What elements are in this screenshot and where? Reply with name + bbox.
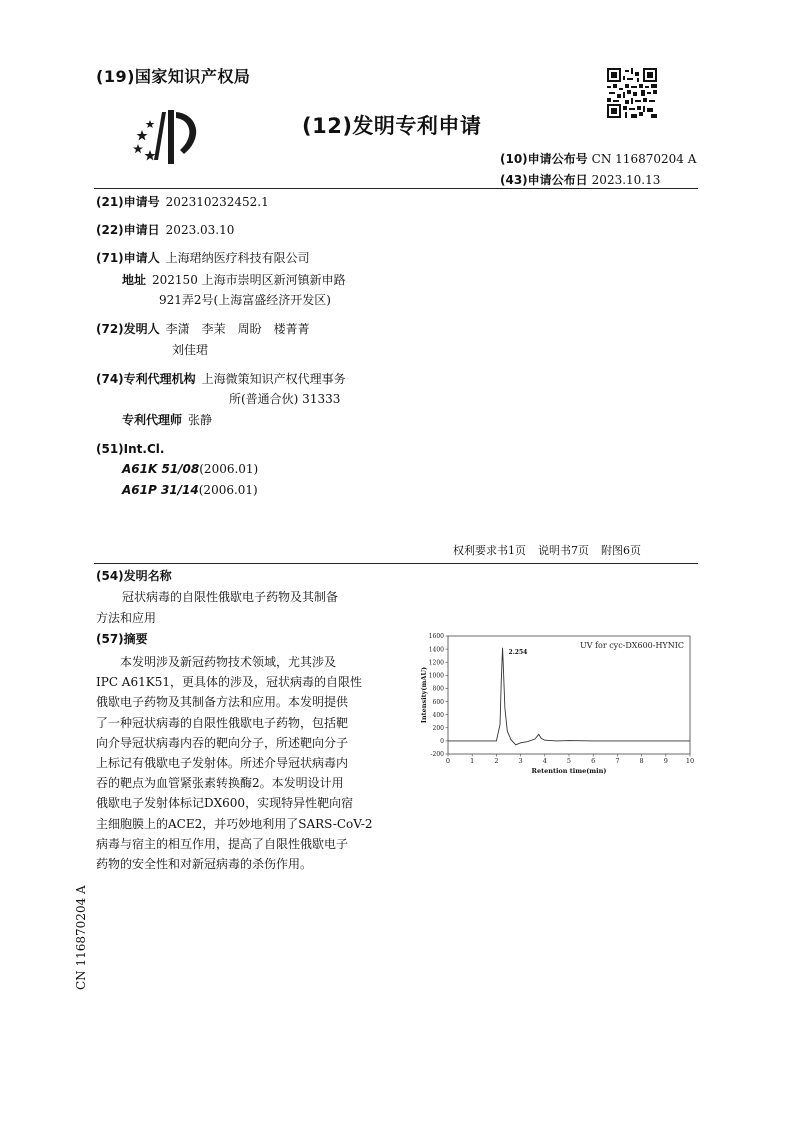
application-number: 202310232452.1 xyxy=(165,195,269,209)
publication-date-label: (43)申请公布日 xyxy=(500,173,588,187)
x-tick-label: 2 xyxy=(494,757,499,765)
address-line-2: 921弄2号(上海富盛经济开发区) xyxy=(159,293,331,307)
inventor-label: (72)发明人 xyxy=(96,322,160,336)
y-tick-label: -200 xyxy=(430,751,444,759)
abstract-line: 俄歇电子发射体标记DX600，实现特异性靶向宿 xyxy=(96,796,354,811)
y-tick-label: 1400 xyxy=(428,646,444,654)
ipc-code: A61P 31/14 xyxy=(122,483,199,497)
chart-title: UV for cyc-DX600-HYNIC xyxy=(579,641,684,650)
address-row xyxy=(122,272,346,288)
page-counts xyxy=(453,542,653,558)
abstract-line: 向介导冠状病毒内吞的靶向分子，所述靶向分子 xyxy=(96,735,349,750)
publication-number-row xyxy=(500,150,696,167)
y-tick-label: 800 xyxy=(432,685,444,693)
abstract-line: 病毒与宿主的相互作用，提高了自限性俄歇电子 xyxy=(96,836,349,851)
invention-title-line-2: 方法和应用 xyxy=(96,611,157,625)
y-tick-label: 200 xyxy=(432,724,444,732)
application-date: 2023.03.10 xyxy=(165,223,235,237)
inventors-line-1: 李潇 李茉 周盼 楼菁菁 xyxy=(165,322,310,336)
x-tick-label: 9 xyxy=(663,757,668,765)
agent: 张静 xyxy=(188,413,213,427)
y-tick-label: 0 xyxy=(440,738,444,746)
peak-label: 2.254 xyxy=(508,648,528,656)
claims-pages: 权利要求书1页 xyxy=(453,544,526,557)
document-type-title: (12)发明专利申请 xyxy=(302,114,482,138)
x-tick-label: 6 xyxy=(591,757,596,765)
address-label: 地址 xyxy=(122,273,147,287)
x-axis-label: Retention time(min) xyxy=(531,767,607,775)
agency-label: (74)专利代理机构 xyxy=(96,372,196,386)
application-date-label: (22)申请日 xyxy=(96,223,160,237)
ipc-year: (2006.01) xyxy=(198,483,258,497)
hplc-chromatogram-chart xyxy=(418,628,704,778)
address-line-1: 202150 上海市崇明区新河镇新申路 xyxy=(152,273,346,287)
agent-label: 专利代理师 xyxy=(122,413,183,427)
abstract-label xyxy=(96,631,148,647)
x-tick-label: 5 xyxy=(566,757,572,765)
applicant: 上海珺纳医疗科技有限公司 xyxy=(165,251,310,265)
inventors-line-2: 刘佳珺 xyxy=(172,343,209,357)
ipc-code: A61K 51/08 xyxy=(122,462,200,476)
publication-date-row xyxy=(500,171,660,188)
application-number-row xyxy=(96,194,269,210)
y-tick-label: 1000 xyxy=(428,672,444,680)
y-tick-label: 600 xyxy=(432,698,444,706)
abstract-line: 本发明涉及新冠药物技术领域，尤其涉及 xyxy=(96,655,337,669)
publication-number-label: (10)申请公布号 xyxy=(500,152,588,166)
x-tick-label: 3 xyxy=(518,757,523,765)
side-publication-number: CN 116870204 A xyxy=(74,885,88,990)
x-tick-label: 10 xyxy=(685,757,695,765)
ipc-year: (2006.01) xyxy=(199,462,259,476)
abstract-divider xyxy=(94,563,698,564)
application-date-row xyxy=(96,222,234,238)
abstract-line: 吞的靶点为血管紧张素转换酶2。本发明设计用 xyxy=(96,776,344,791)
publication-number: CN 116870204 A xyxy=(591,152,697,166)
abstract-line: IPC A61K51，更具体的涉及，冠状病毒的自限性 xyxy=(96,675,362,690)
office-name: (19)国家知识产权局 xyxy=(96,67,251,86)
plot-frame xyxy=(448,636,690,754)
header-divider xyxy=(94,188,698,189)
int-cl-label: (51)Int.Cl. xyxy=(96,442,165,456)
ipc-entry xyxy=(122,482,258,498)
qr-code-icon xyxy=(607,68,657,118)
application-number-label: (21)申请号 xyxy=(96,195,160,209)
abstract-line: 主细胞膜上的ACE2，并巧妙地利用了SARS-CoV-2 xyxy=(96,816,373,831)
abstract-label-text: (57)摘要 xyxy=(96,632,148,646)
inventor-row xyxy=(96,321,310,337)
abstract-line: 俄歇电子药物及其制备方法和应用。本发明提供 xyxy=(96,695,349,710)
y-tick-label: 1600 xyxy=(428,633,444,641)
ipc-entry xyxy=(122,461,258,477)
description-pages: 说明书7页 xyxy=(538,544,589,557)
invention-title-label xyxy=(96,568,172,584)
y-tick-label: 400 xyxy=(432,711,444,719)
invention-title-label-text: (54)发明名称 xyxy=(96,569,172,583)
y-tick-label: 1200 xyxy=(428,659,444,667)
agent-row xyxy=(122,412,212,428)
series-line xyxy=(448,648,690,745)
drawings-pages: 附图6页 xyxy=(601,544,641,557)
abstract-line: 药物的安全性和对新冠病毒的杀伤作用。 xyxy=(96,857,313,871)
x-tick-label: 0 xyxy=(445,757,451,765)
x-tick-label: 1 xyxy=(470,757,475,765)
abstract-line: 上标记有俄歇电子发射体。所述介导冠状病毒内 xyxy=(96,756,349,770)
x-tick-label: 4 xyxy=(542,757,547,765)
y-axis-label: Intensity(mAU) xyxy=(420,666,428,724)
patent-office-logo-icon xyxy=(128,108,208,166)
applicant-row xyxy=(96,250,310,266)
publication-date: 2023.10.13 xyxy=(591,173,661,187)
applicant-label: (71)申请人 xyxy=(96,251,160,265)
agency-line-2: 所(普通合伙) 31333 xyxy=(229,392,341,406)
x-tick-label: 7 xyxy=(615,757,620,765)
invention-title-line-1: 冠状病毒的自限性俄歇电子药物及其制备 xyxy=(122,590,339,604)
agency-line-1: 上海微策知识产权代理事务 xyxy=(201,372,346,386)
abstract-line: 了一种冠状病毒的自限性俄歇电子药物，包括靶 xyxy=(96,715,349,730)
x-tick-label: 8 xyxy=(639,757,644,765)
agency-row xyxy=(96,371,346,387)
int-cl-row xyxy=(96,441,164,457)
